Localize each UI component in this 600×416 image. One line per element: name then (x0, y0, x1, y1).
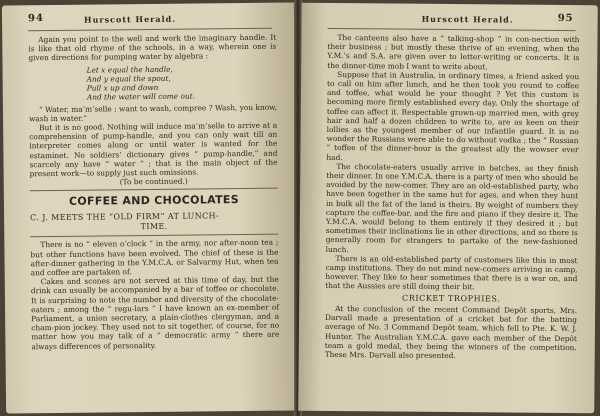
paragraph: Cakes and scones are not served at this time of day, but the drink can usually be accompanied by a bar of toffee or chocolate. It is surprising to note the number and diversity of the chocolate-eaters ; among the “ regu-lars ” I have known an ex-member of Parliament, a union secretary, a plain-clothes clergyman, and a cham-pion jockey. They used not to sit together, of course, for no matter how you may talk of a “ democratic army ” there are always differences of personality. (30, 274, 280, 351)
paragraph: Again you point to the well and work the imaginary handle. It is like that old rhyme of the schools, in a way, wherein one is given directions for pumping water by algebra : (28, 32, 277, 63)
to-be-continued: (To be continued.) (119, 176, 188, 187)
right-page-body (325, 33, 580, 361)
section-divider (30, 188, 278, 192)
paragraph: The chocolate-eaters usually arrive in batches, as they finish their dinner. In one Y.M.C.A. there is a party of men who should be avoided by the new-comer. They are an old-established party, who have been together in the same hut for ages, and when they hunt in bulk all the fat of the land is theirs. By weight of numbers they capture the coffee-bar, and the fire and piano if they desire it. The Y.M.C.A. would belong to them entirely if they desired it ; but sometimes their inclinations lie in other directions, and so there is generally room for strangers to partake of the new-fashioned lunch. (325, 161, 579, 254)
left-page-header (28, 13, 270, 30)
paragraph: The canteens also have a “ talking-shop ” in con-nection with their business ; but mostly these thrive of an evening, when the Y.M.’s and S.A. are given over to letter-writing or concerts. It is the dinner-time mob I want to write about. (327, 33, 580, 71)
paragraph: There is an old-established party of customers like this in most camp institutions. They do not mind new-comers arriving in camp, however. They like to hear sometimes that there is a war on, and that the Aussies are still doing their bit. (325, 253, 578, 292)
verse-line: Let x equal the handle, (86, 64, 173, 75)
right-page (298, 3, 598, 414)
verse-line: And the water will come out. (86, 91, 196, 102)
paragraph: “ Water, ma’m’selle ; want to wash, compree ? Wash, you know, wash in water.” (29, 102, 277, 124)
paragraph: There is no “ eleven o’clock ” in the army, nor after-noon tea ; but other functions have been evolved. The chief of these is the after-dinner gathering in the Y.M.C.A. or Salvarmy Hut, when tea and coffee are partaken of. (30, 238, 279, 278)
left-page-body (28, 33, 279, 351)
cricket-trophies-heading: CRICKET TROPHIES. (402, 293, 501, 304)
subtitle-divider (30, 234, 278, 238)
verse-line: And y equal the spout, (86, 73, 171, 84)
verse-line: Pull x up and down (86, 82, 159, 93)
paragraph: But it is no good. Nothing will induce ma’m’selle to arrive at a comprehension of pump-handle, and you can only wait till an interpreter comes along or until water is wanted for the estaminet. No soldiers’ dictionary gives “ pump-handle,” and scarcely any have “ water ” ; that is the main object of the present work—to supply just such omissions. (29, 120, 278, 179)
left-running-head: Hurscott Herald. (83, 13, 177, 25)
left-page-number: 94 (27, 13, 44, 25)
right-running-head: Hurscott Herald. (421, 13, 514, 25)
paragraph: At the conclusion of the recent Command Depôt sports, Mrs. Darvall made a presentation of a cricket bat for the batting average of No. 3 Command Depôt team, which fell to Pte. K. W. J. Hunter. The Australian Y.M.C.A. gave each member of the Depôt team a gold medal, they being the winners of the competition. These Mrs. Darvall also presented. (324, 303, 578, 360)
section-subtitle-line: TIME. (140, 222, 168, 232)
section-subtitle (30, 211, 278, 234)
right-page-header (328, 13, 574, 29)
right-page-number: 95 (557, 12, 574, 25)
paragraph: Suppose that in Australia, in ordinary times, a friend asked you to call on him after lunch, and he then took you round to coffee and toffee, what would be your thought ? Yet this custom is becoming more firmly established every day. Only the shortage of toffee can affect it. Respectable grown-up married men, with grey hair and half a dozen children to write to, are as keen on their lollies as the youngest member of our infantile guard. It is no wonder the Russians were able to do without vodka ; the “ Russian ” toffee of the dinner-hour is the greatest ally the wowser ever had. (326, 69, 580, 162)
left-page (2, 2, 298, 413)
section-subtitle-line: C. J. MEETS THE “OLD FIRM” AT LUNCH- (30, 211, 220, 223)
section-title: COFFEE AND CHOCOLATES (68, 193, 239, 209)
algebra-verse (87, 63, 277, 101)
